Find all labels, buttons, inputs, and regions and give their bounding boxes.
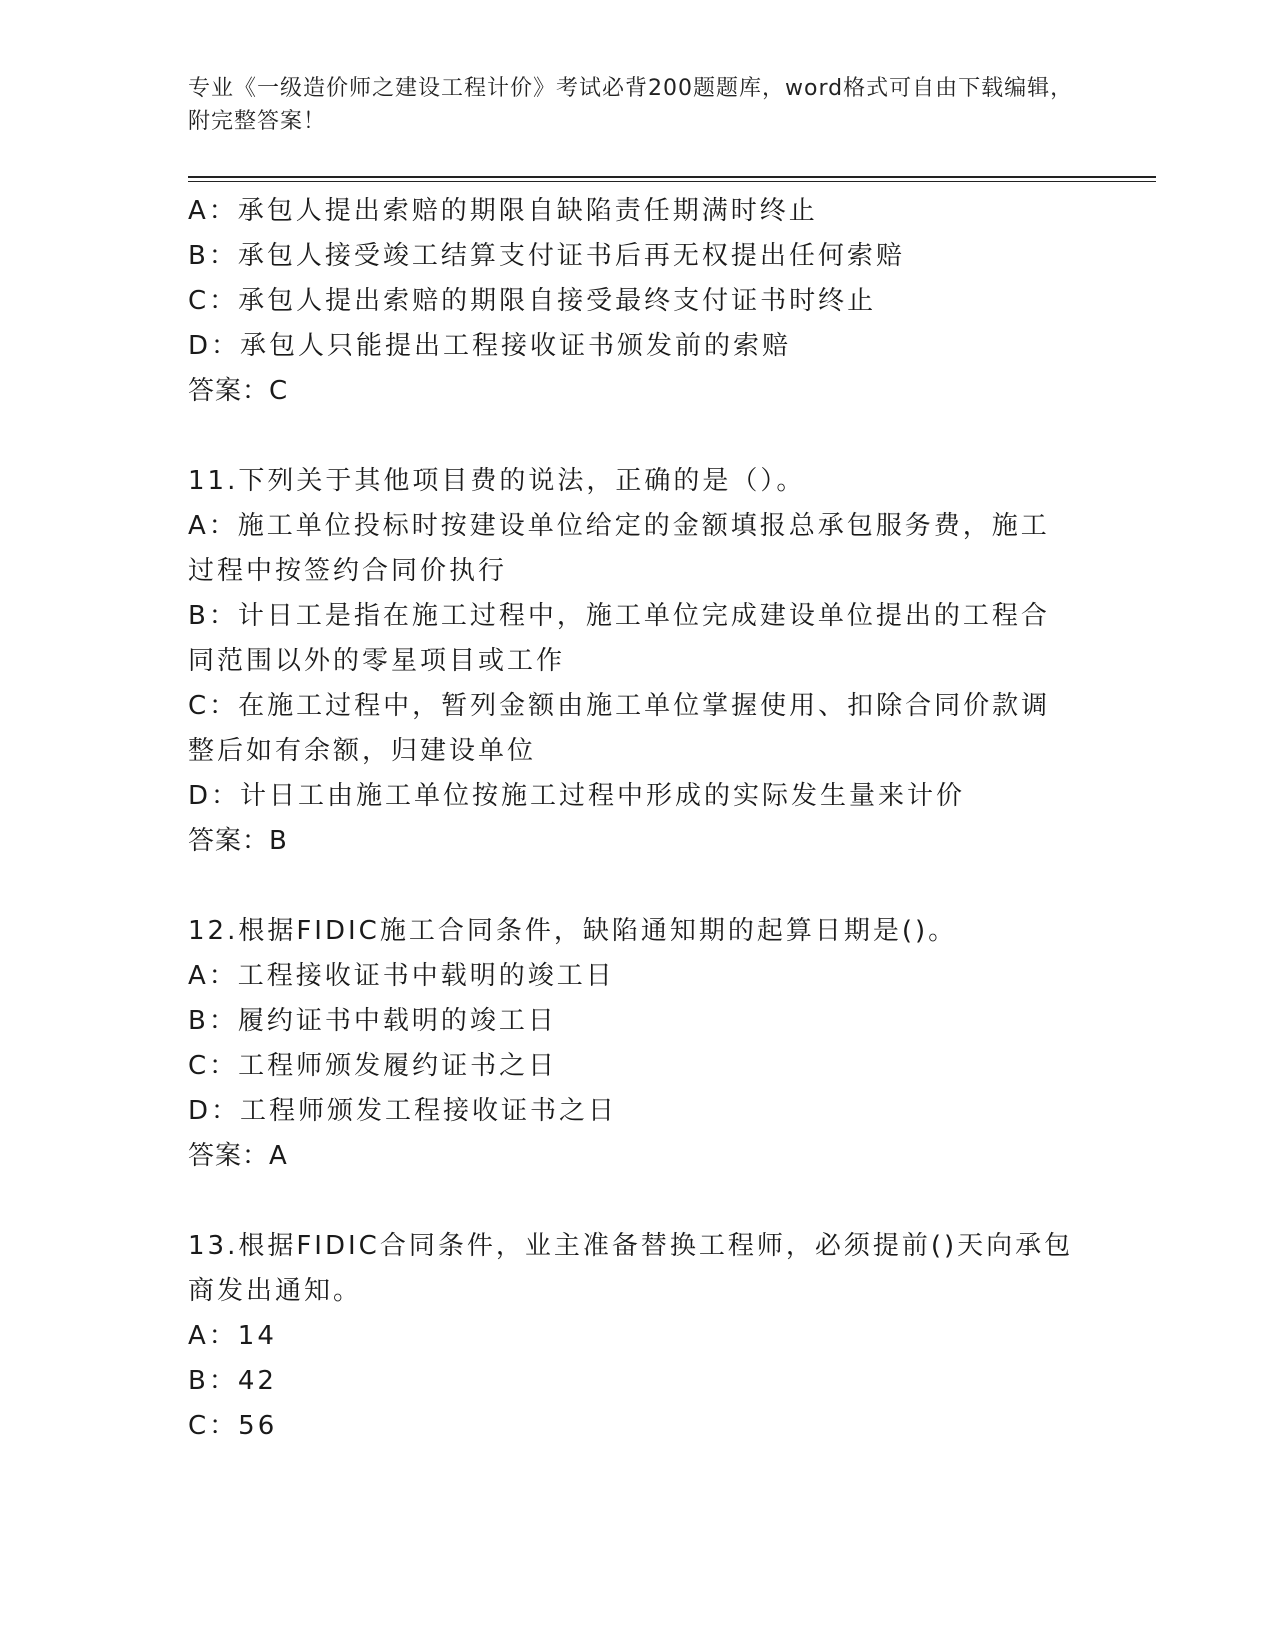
option-c: C：工程师颁发履约证书之日 [188, 1051, 558, 1081]
question-block-13 [188, 1224, 1078, 1449]
option-d: D：承包人只能提出工程接收证书颁发前的索赔 [188, 331, 792, 361]
option-a: A：承包人提出索赔的期限自缺陷责任期满时终止 [188, 196, 818, 226]
option-b: B：计日工是指在施工过程中，施工单位完成建设单位提出的工程合同范围以外的零星项目或工作 [188, 601, 1050, 676]
answer-line: 答案：B [188, 826, 288, 856]
answer-line: 答案：C [188, 376, 289, 406]
answer-line: 答案：A [188, 1141, 288, 1171]
option-a: A：施工单位投标时按建设单位给定的金额填报总承包服务费，施工过程中按签约合同价执行 [188, 511, 1050, 586]
spacer [188, 1179, 1078, 1224]
header-divider-thin [188, 181, 1156, 182]
option-c: C：56 [188, 1411, 278, 1441]
option-a: A：14 [188, 1321, 277, 1351]
option-c: C：承包人提出索赔的期限自接受最终支付证书时终止 [188, 286, 877, 316]
spacer [188, 414, 1078, 459]
option-c: C：在施工过程中，暂列金额由施工单位掌握使用、扣除合同价款调整后如有余额，归建设单位 [188, 691, 1051, 766]
option-b: B：承包人接受竣工结算支付证书后再无权提出任何索赔 [188, 241, 905, 271]
option-a: A：工程接收证书中载明的竣工日 [188, 961, 615, 991]
question-stem: 12.根据FIDIC施工合同条件，缺陷通知期的起算日期是()。 [188, 916, 958, 946]
question-list [188, 189, 1078, 1449]
question-block-11 [188, 459, 1078, 864]
question-stem: 13.根据FIDIC合同条件，业主准备替换工程师，必须提前()天向承包商发出通知。 [188, 1231, 1074, 1306]
question-block-prev [188, 189, 1078, 414]
spacer [188, 864, 1078, 909]
document-header: 专业《一级造价师之建设工程计价》考试必背200题题库，word格式可自由下载编辑，附完整答案！ [188, 76, 1074, 134]
header-divider [188, 176, 1156, 178]
option-b: B：42 [188, 1366, 277, 1396]
question-block-12 [188, 909, 1078, 1179]
option-d: D：工程师颁发工程接收证书之日 [188, 1096, 618, 1126]
option-d: D：计日工由施工单位按施工过程中形成的实际发生量来计价 [188, 781, 966, 811]
question-stem: 11.下列关于其他项目费的说法，正确的是（）。 [188, 466, 806, 496]
option-b: B：履约证书中载明的竣工日 [188, 1006, 557, 1036]
